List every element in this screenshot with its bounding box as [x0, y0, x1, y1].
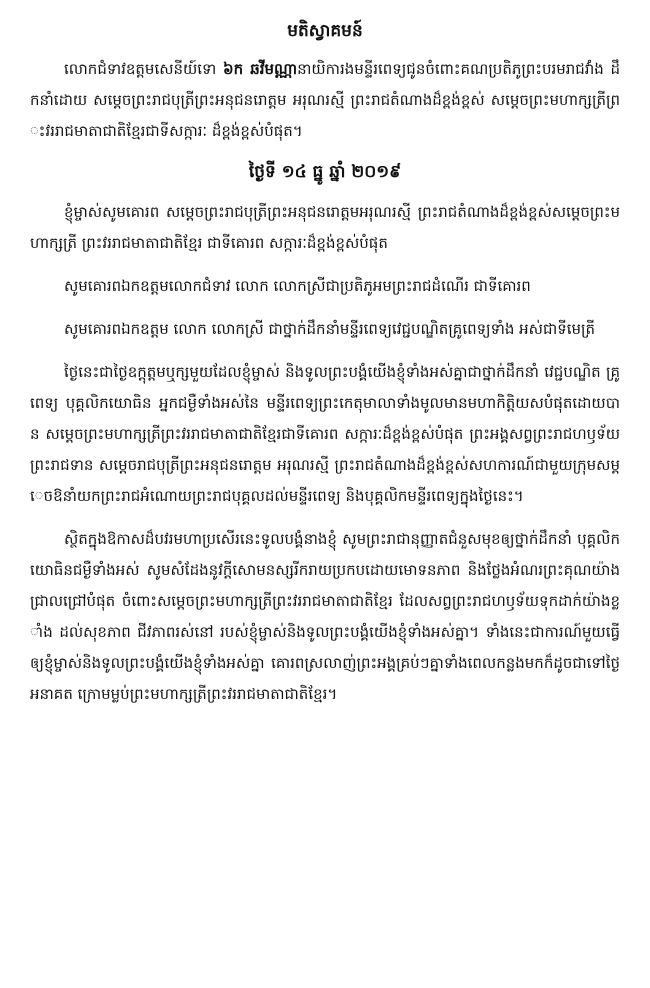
document-date: ថ្ងៃទី ១៤ ធ្នូ ឆ្នាំ ២០១៩ — [248, 162, 402, 182]
intro-before: លោកជំទាវឧត្តមសេនីយ៍ទោ — [64, 60, 223, 78]
intro-after: នាយិការងមន្ទីរពេទ្យជូនចំពោះគណប្រតិភូព្រះបរមរាជវាំង ដឹកនាំដោយ សម្តេចព្រះរាជបុត្រីព្រះអនុជនរោត្តម អរុណរស្មី ព្រះរាជតំណាងដ៏ខ្ពង់ខ្ពស់ សម្តេចព្រះមហាក្សត្រីព្រះវររាជមាតាជាតិខ្មែរជាទីសក្ការៈ ដ៏ខ្ពង់ខ្ពស់បំផុត។ — [30, 60, 620, 140]
paragraph-4: ថ្ងៃនេះជាថ្ងៃឧក្តុត្តមឬក្សមួយដែលខ្ញុំម្ចាស់ និងទូលព្រះបង្គំយើងខ្ញុំទាំងអស់គ្នាជាថ្នាក់ដឹកនាំ វេជ្ជបណ្ឌិត គ្រូពេទ្យ បុគ្គលិកយោធិន អ្នកជម្ងឺទាំងអស់នៃ មន្ទីរពេទ្យព្រះកេតុមាលាទាំងមូលមានមហាកិត្តិយសបំផុតដោយបាន សម្តេចព្រះមហាក្សត្រីព្រះវររាជមាតាជាតិខ្មែរជាទីគោរព សក្ការៈដ៏ខ្ពង់ខ្ពស់បំផុត ព្រះអង្គសព្វព្រះរាជហឫទ័យព្រះរាជទាន សម្តេចរាជបុត្រីព្រះអនុជនរោត្តម អរុណរស្មី ព្រះរាជតំណាងដ៏ខ្ពង់ខ្ពស់សហការណ៍ជាមួយក្រុមសម្តេចឱនាំយកព្រះរាជអំណោយព្រះរាជបុគ្គលដល់មន្ទីរពេទ្យ និងបុគ្គលិកមន្ទីរពេទ្យក្នុងថ្ងៃនេះ។ — [30, 363, 620, 505]
paragraph-5: ស្ថិតក្នុងឱកាសដ៏បវរមហាប្រសើរនេះទូលបង្គំនាងខ្ញុំ សូមព្រះរាជានុញ្ញាតជំនួសមុខឲ្យថ្នាក់ដឹកនាំ បុគ្គលិកយោធិនជម្ងឺទាំងអស់ សូមសំដែងនូវក្តីសោមនស្សរីករាយប្រកបដោយមោទនភាព និងថ្លែងអំណរព្រះគុណយ៉ាងជ្រាលជ្រៅបំផុត ចំពោះសម្តេចព្រះមហាក្សត្រីព្រះវររាជមាតាជាតិខ្មែរ ដែលសព្វព្រះរាជហឫទ័យទុកដាក់យ៉ាងខ្លាំង ដល់សុខភាព ជីវភាពរស់នៅ របស់ខ្ញុំម្ចាស់និងទូលព្រះបង្គំយើងខ្ញុំទាំងអស់គ្នា។ ទាំងនេះជាការណ៍មួយធ្វើឲ្យខ្ញុំម្ចាស់និងទូលព្រះបង្គំយើងខ្ញុំទាំងអស់គ្នា គោរពស្រលាញ់ព្រះអង្គគ្រប់ៗគ្នាទាំងពេលកន្លងមកក៏ដូចជាទៅថ្ងៃអនាគត ក្រោមម្លប់ព្រះមហាក្សត្រីព្រះវររាជមាតាជាតិខ្មែរ។ — [30, 530, 620, 703]
paragraph-3: សូមគោរពឯកឧត្តម លោក លោកស្រី ជាថ្នាក់ដឹកនាំមន្ទីរពេទ្យវេជ្ជបណ្ឌិតគ្រូពេទ្យទាំង អស់ជាទីមេត្រី — [64, 320, 596, 338]
paragraph-1: ខ្ញុំម្ចាស់សូមគោរព សម្តេចព្រះរាជបុត្រីព្រះអនុជនរោត្តមអរុណរស្មី ព្រះរាជតំណាងដ៏ខ្ពង់ខ្ពស់សម្តេចព្រះមហាក្សត្រី ព្រះវររាជមាតាជាតិខ្មែរ ជាទីគោរព សក្ការៈដ៏ខ្ពង់ខ្ពស់បំផុត — [30, 203, 620, 252]
intro-paragraph — [30, 54, 620, 147]
paragraph-2: សូមគោរពឯកឧត្តមលោកជំទាវ លោក លោកស្រីជាប្រតិភូអមព្រះរាជដំណើរ ជាទីគោរព — [64, 277, 531, 295]
intro-name: ៦ក ឆវីមណ្ណា — [222, 60, 298, 78]
document-title: មតិស្វាគមន៍ — [287, 21, 363, 41]
